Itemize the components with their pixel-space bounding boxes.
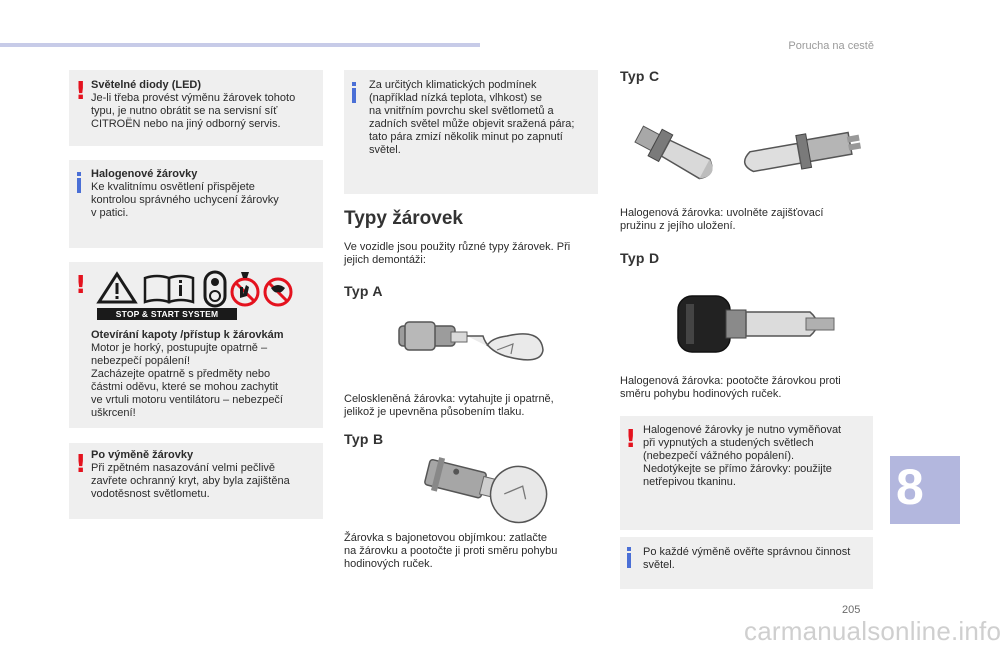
type-b-line-3: hodinových ruček. [344, 558, 433, 570]
hood-line-1: Motor je horký, postupujte opatrně – [91, 342, 268, 354]
type-b-line-1: Žárovka s bajonetovou objímkou: zatlačte [344, 532, 548, 544]
hood-title: Otevírání kapoty /přístup k žárovkám [91, 329, 284, 341]
header-accent-bar [0, 43, 480, 47]
type-b-description [344, 532, 600, 571]
led-line-2: typu, je nutno obrátit se na servisní síť [91, 105, 278, 117]
climate-line-3: na vnitřním povrchu skel světlometů a [369, 105, 554, 117]
after-line-2: zavřete ochranný kryt, aby byla zajištěna [91, 475, 290, 487]
halogen-info-box [69, 160, 323, 248]
check-line-1: Po každé výměně ověřte správnou činnost [643, 546, 851, 558]
halogen-warn-line-2: při vypnutých a studených světlech [643, 437, 814, 449]
led-line-1: Je-li třeba provést výměnu žárovek tohoto [91, 92, 296, 104]
chapter-number: 8 [896, 459, 924, 515]
after-line-1: Při zpětném nasazování velmi pečlivě [91, 462, 276, 474]
hood-text [91, 329, 319, 420]
warning-icon: ! [625, 424, 637, 453]
type-c-line-2: pružinu z jejího uložení. [620, 220, 736, 232]
type-a-heading: Typ A [344, 283, 383, 299]
halogen-warn-line-5: netřepivou tkaninu. [643, 476, 736, 488]
info-icon [77, 172, 81, 194]
climate-line-4: zadních světel může objevit sražená pára; [369, 118, 575, 130]
halogen-handling-warning-box [620, 416, 873, 530]
halogen-title: Halogenové žárovky [91, 168, 198, 180]
type-c-description [620, 207, 876, 233]
safety-icons [93, 268, 311, 321]
after-replace-warning-box [69, 443, 323, 519]
after-title: Po výměně žárovky [91, 449, 194, 461]
wedge-bulb-icon [395, 306, 545, 378]
intro-text [344, 241, 600, 267]
intro-line-1: Ve vozidle jsou použity různé typy žárovek. Při [344, 241, 571, 253]
watermark: carmanualsonline.info [744, 616, 1001, 646]
halogen-line-3: v patici. [91, 207, 129, 219]
hood-line-5: ve vrtuli motoru ventilátoru – nebezpečí [91, 394, 283, 406]
hood-line-6: uškrcení! [91, 407, 136, 419]
type-d-line-2: směru pohybu hodinových ruček. [620, 388, 782, 400]
warning-icon: ! [75, 270, 87, 299]
type-a-description [344, 393, 600, 419]
h7-halogen-bulb-icon [625, 104, 865, 200]
led-warning-box [69, 70, 323, 146]
type-c-heading: Typ C [620, 68, 660, 84]
type-c-bulb-image [625, 104, 865, 205]
warning-icon: ! [75, 449, 87, 478]
halogen-warn-line-4: Nedotýkejte se přímo žárovky: použijte [643, 463, 832, 475]
bayonet-bulb-icon [418, 456, 558, 530]
after-line-3: vodotěsnost světlometu. [91, 488, 210, 500]
section-heading: Typy žárovek [344, 208, 463, 229]
halogen-warn-line-1: Halogenové žárovky je nutno vyměňovat [643, 424, 842, 436]
climate-line-2: (například nízká teplota, vlhkost) se [369, 92, 543, 104]
hb-halogen-bulb-icon [674, 282, 854, 366]
type-c-line-1: Halogenová žárovka: uvolněte zajišťovací [620, 207, 824, 219]
hood-line-2: nebezpečí popálení! [91, 355, 191, 367]
section-title: Porucha na cestě [788, 40, 874, 52]
type-a-line-1: Celoskleněná žárovka: vytahujte ji opatrně, [344, 393, 554, 405]
type-b-line-2: na žárovku a pootočte ji proti směru pohybu [344, 545, 558, 557]
type-d-heading: Typ D [620, 250, 660, 266]
type-d-line-1: Halogenová žárovka: pootočte žárovkou proti [620, 375, 841, 387]
hood-line-3: Zacházejte opatrně s předměty nebo [91, 368, 271, 380]
info-icon [352, 82, 356, 104]
type-b-bulb-image [418, 456, 558, 535]
halogen-warn-line-3: (nebezpečí vážného popálení). [643, 450, 795, 462]
warning-icon: ! [75, 76, 87, 105]
type-b-heading: Typ B [344, 431, 384, 447]
climate-info-box [344, 70, 598, 194]
page-number: 205 [842, 604, 861, 616]
intro-line-2: jejich demontáži: [344, 254, 426, 266]
stop-start-label: STOP & START SYSTEM [115, 309, 219, 319]
type-d-bulb-image [674, 282, 854, 371]
hood-line-4: částmi oděvu, které se mohou zachytit [91, 381, 279, 393]
climate-line-6: světel. [369, 144, 401, 156]
climate-line-1: Za určitých klimatických podmínek [369, 79, 537, 91]
halogen-line-1: Ke kvalitnímu osvětlení přispějete [91, 181, 255, 193]
type-a-line-2: jelikož je upevněna působením tlaku. [344, 406, 525, 418]
type-d-description [620, 375, 876, 401]
info-icon [627, 547, 631, 569]
led-line-3: CITROËN nebo na jiný odborný servis. [91, 118, 281, 130]
check-lights-info-box [620, 537, 873, 589]
climate-line-5: tato pára zmizí několik minut po zapnutí [369, 131, 563, 143]
check-line-2: světel. [643, 559, 675, 571]
type-a-bulb-image [395, 306, 545, 383]
halogen-line-2: kontrolou správného uchycení žárovky [91, 194, 279, 206]
led-title: Světelné diody (LED) [91, 79, 202, 91]
